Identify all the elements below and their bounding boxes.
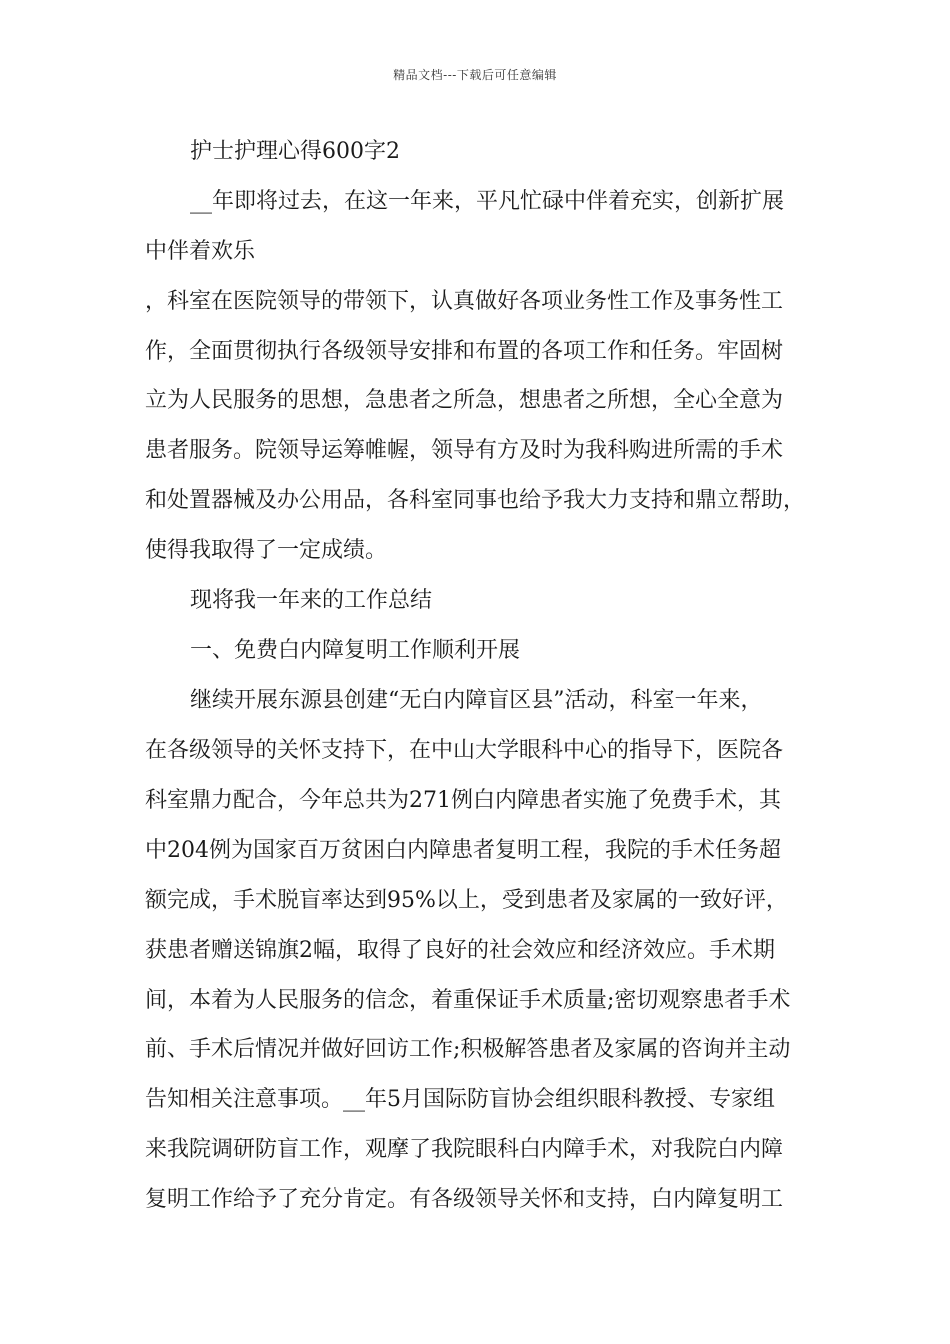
text-line: __年即将过去，在这一年来，平凡忙碌中伴着充实，创新扩展 [190,189,785,214]
text-line: 额完成，手术脱盲率达到95%以上，受到患者及家属的一致好评， [145,888,788,913]
section-heading: 一、免费白内障复明工作顺利开展 [190,638,521,663]
text-line: 获患者赠送锦旗2幅，取得了良好的社会效应和经济效应。手术期 [145,938,775,963]
section-intro: 现将我一年来的工作总结 [190,588,433,613]
document-title: 护士护理心得600字2 [190,139,400,164]
text-line: 中伴着欢乐 [145,239,256,264]
text-line: 间，本着为人民服务的信念，着重保证手术质量;密切观察患者手术 [145,988,791,1013]
text-line: 立为人民服务的思想，急患者之所急，想患者之所想，全心全意为 [145,388,784,413]
text-line: 作，全面贯彻执行各级领导安排和布置的各项工作和任务。牢固树 [145,339,784,364]
text-line: 中204例为国家百万贫困白内障患者复明工程，我院的手术任务超 [145,838,781,863]
text-line: 和处置器械及办公用品，各科室同事也给予我大力支持和鼎立帮助， [145,488,806,513]
page-header: 精品文档---下载后可任意编辑 [393,68,557,82]
text-line: 复明工作给予了充分肯定。有各级领导关怀和支持，白内障复明工 [145,1187,784,1212]
text-line: 告知相关注意事项。__年5月国际防盲协会组织眼科教授、专家组 [145,1087,775,1112]
text-line: 患者服务。院领导运筹帷幄，领导有方及时为我科购进所需的手术 [145,438,784,463]
text-line: 科室鼎力配合，今年总共为271例白内障患者实施了免费手术，其 [145,788,781,813]
text-line: 前、手术后情况并做好回访工作;积极解答患者及家属的咨询并主动 [145,1037,791,1062]
text-line: 来我院调研防盲工作，观摩了我院眼科白内障手术，对我院白内障 [145,1137,784,1162]
text-line: ，科室在医院领导的带领下，认真做好各项业务性工作及事务性工 [145,289,784,314]
text-line: 使得我取得了一定成绩。 [145,538,388,563]
text-line: 在各级领导的关怀支持下，在中山大学眼科中心的指导下，医院各 [145,738,784,763]
text-line: 继续开展东源县创建“无白内障盲区县”活动，科室一年来， [190,688,763,713]
